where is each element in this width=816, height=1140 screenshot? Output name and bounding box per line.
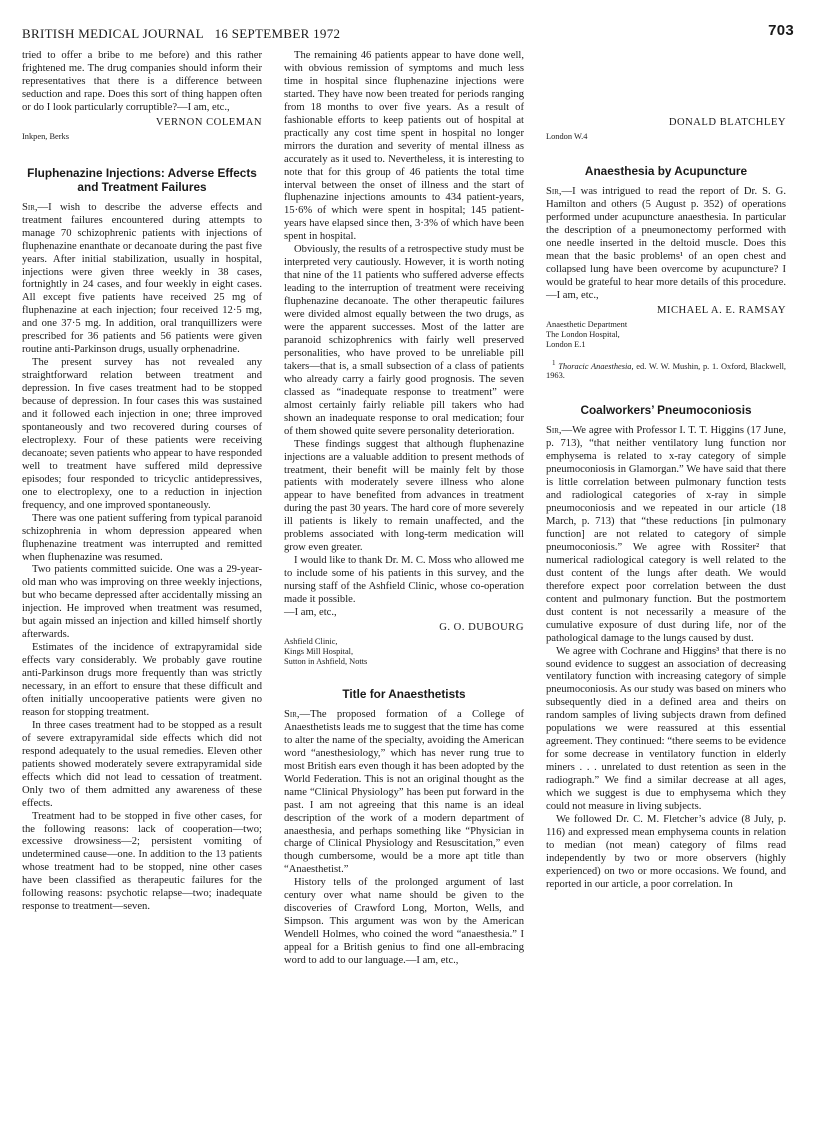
letter-coleman	[22, 50, 262, 142]
paragraph: History tells of the prolonged argument of last century over what name should be given to the discoveries of Crawford Long, Morton, Wells, and Simpson. This argument was won by the American Wendell Holmes, who coined the word “anaesthesia.” I appeal for a British genius to find one all-embracing word to add to our language.—I am, etc.,	[284, 877, 524, 967]
salutation: Sir,	[546, 425, 562, 437]
address-line: Sutton in Ashfield, Notts	[284, 656, 368, 666]
signature: VERNON COLEMAN	[155, 116, 262, 128]
reference-number: 1	[552, 358, 556, 367]
letter-acupuncture	[546, 164, 786, 381]
paragraph-text: —The proposed formation of a College of Anaesthetists leads me to suggest that the time has come to alter the name of the specialty, avoiding the American word “anesthesiology,” which has never rung true to most British ears even though it has been adopted by the World Federation. This is not an original thought as the name “Clinical Physiology” has been put forward in the past. I am not agreeing that this name is an ideal description of the work of a modern department of anaesthesia, and perhaps something like “Physician in charge of Clinical Physiology and Resuscitation,” even though cumbersome, would be a more apt title than “Anaesthetist.”	[284, 708, 524, 876]
paragraph	[22, 202, 262, 357]
address-line: London E.1	[546, 339, 586, 349]
column-3	[546, 115, 786, 892]
address-line: The London Hospital,	[546, 329, 620, 339]
paragraph	[546, 425, 786, 645]
paragraph: tried to offer a bribe to me before) and this rather frightened me. The drug companies should inform their representatives that there is a difference between seduction and rape. Does this sort of thing happen often or do I look particularly corruptible?—I am, etc.,	[22, 50, 262, 113]
paragraph: These findings suggest that although fluphenazine injections are a valuable addition to present methods of treatment, their benefit will be mainly felt by those patients with moderately severe illness who alone appear to have benefited from advances in treatment during the past 30 years. The hard core of more severely ill patients is likely to remain unaffected, and the problems associated with long-term medication will grow even greater.	[284, 438, 524, 554]
address-line: Anaesthetic Department	[546, 319, 628, 329]
paragraph	[284, 709, 524, 877]
paragraph: We followed Dr. C. M. Fletcher’s advice (8 July, p. 116) and expressed mean emphysema counts in relation to median (not mean) category of films read independently by two or more observers (highly experienced) on two or more occasions. We found, and reported in our article, a poor correlation. In	[546, 813, 786, 890]
letter-anaesthetists	[284, 687, 524, 968]
paragraph: Treatment had to be stopped in five other cases, for the following reasons: lack of cooperation—two; excessive drowsiness—2; persistent vomiting of undetermined cause—one. In addition to the 13 patients whose treatment had to be stopped, nine other cases have been classified as therapeutic failures for the following reasons: psychotic relapse—two; inadequate response to treatment—seven.	[22, 810, 262, 913]
address: London W.4	[546, 132, 588, 141]
paragraph-text: —I was intrigued to read the report of Dr. S. G. Hamilton and others (5 August p. 352) of operations performed under acupuncture anaesthesia. In particular the description of a pneumonectomy performed with one needle inserted in the deltoid muscle. Does this mean that the basic problems¹ of an open chest and collapsed lung have been overcome by acupuncture? I would be grateful to hear more details of this procedure.—I am, etc.,	[546, 186, 786, 301]
paragraph	[546, 186, 786, 303]
letter-title: Title for Anaesthetists	[342, 686, 466, 701]
journal-title-date	[22, 26, 340, 42]
letter-title: Anaesthesia by Acupuncture	[584, 164, 748, 178]
paragraph: We agree with Cochrane and Higgins³ that there is no sound evidence to suggest an association of decreasing ventilatory function with increasing category of simple pneumoconiosis. As our study was based on miners who subsequently died in a defined area and theirs on random samples of living subjects drawn from defined populations we were reassured at this essential agreement. They continued: “there seems to be evidence for some decrease in ventilatory function in elderly miners . . . unrelated to dust retention as seen in the radiograph.” We find a similar decrease at all ages, which we suggest is due to emphysema which they could not measure in living subjects.	[546, 645, 786, 813]
letter-title: Coalworkers’ Pneumoconiosis	[580, 403, 752, 418]
reference-title: Thoracic Anaesthesia	[558, 361, 632, 371]
paragraph-text: —We agree with Professor I. T. T. Higgins (17 June, p. 713), “that neither ventilatory lung function nor emphysema is related to x-ray category of simple pneumoconiosis in Glamorgan.” We have said that there is little correlation between pulmonary function tests and radiological categories of x-ray in simple pneumoconiosis and we repeated in our article (18 March, p. 713) that “these reductions [in pulmonary function] are not related to category of simple pneumoconiosis.” We agree with Rossiter² that numerical radiological category is well related to the dust content of the lungs after death. We would therefore expect poor correlation between the dust content and pulmonary function. But the postmortem dust content is not necessarily a measure of the cumulative exposure of dust during life, nor of the pathological damage to the lungs caused by dust.	[546, 425, 786, 644]
letter-title	[22, 166, 262, 194]
address	[284, 637, 524, 667]
paragraph: The remaining 46 patients appear to have done well, with obvious remission of symptoms and much less time in hospital since fluphenazine injections were started. They have now been treated for periods ranging from 18 months to over five years. As a result of fashionable efforts to keep patients out of hospital at practically any cost time spent in hospital no longer mirrors the duration and severity of mental illness as accurately as it used to. Nevertheless, it is interesting to note that for this group of 46 patients the total time interval between the onset of illness and the start of fluphenazine injections amounts to 434 patient-years, 15·6% of which were spent in hospital; 145 patient-years have elapsed since then, 3·3% of which have been spent in hospital.	[284, 50, 524, 243]
column-2	[284, 50, 524, 968]
paragraph: The present survey has not revealed any straightforward relation between treatment and depression. In five cases treatment had to be stopped because of depression. In four cases this was sustained and it followed each injection in one; three improved spontaneously and two recovered during courses of electroplexy. Four of these patients were receiving decanoate; seven patients who appear to have responded well to treatment have suffered mild depressive episodes; four responded to tricyclic antidepressives, one to electroplexy, one to a reduction in injection frequency, and one improved spontaneously.	[22, 357, 262, 511]
address: Inkpen, Berks	[22, 131, 69, 141]
reference-details: , ed. W. W. Mushin, p. 1. Oxford, Blackwell, 1963.	[546, 361, 787, 381]
issue-date: 16 SEPTEMBER 1972	[214, 26, 341, 41]
page-number: 703	[768, 22, 794, 39]
title-line: and Treatment Failures	[77, 179, 207, 194]
signature: DONALD BLATCHLEY	[668, 117, 786, 128]
salutation: Sir,	[284, 708, 300, 720]
title-line: Fluphenazine Injections: Adverse Effects	[27, 165, 257, 180]
paragraph-text: —I wish to describe the adverse effects and treatment failures encountered during attempts to manage 70 schizophrenic patients with injections of fluphenazine enanthate or decanoate during the past five years. After initial stabilization, usually in hospital, injections were given three weekly in 38 cases, fortnightly in 24 cases, and four weekly in eight cases. All except five patients have received 25 mg of fluphenazine at each injection; four received 12·5 mg, and one 37·5 mg. In addition, oral tranquillizers were prescribed for 36 patients and 56 patients were given routine anti-Parkinson drugs, usually orphenadrine.	[22, 201, 262, 356]
letter-pneumoconiosis	[546, 403, 786, 891]
closing: —I am, etc.,	[284, 606, 337, 618]
journal-name: BRITISH MEDICAL JOURNAL	[22, 26, 204, 41]
running-header	[22, 22, 794, 42]
paragraph: Estimates of the incidence of extrapyramidal side effects vary considerably. We probably gave routine anti-Parkinson drugs more frequently than was strictly necessary, in an effort to ensure that these difficult and often initially uncooperative patients were given no reason for stopping treatment.	[22, 642, 262, 718]
signature: MICHAEL A. E. RAMSAY	[657, 304, 786, 316]
column-1	[22, 50, 262, 914]
letter-fluphenazine	[22, 166, 262, 914]
salutation: Sir,	[546, 186, 562, 197]
paragraph: In three cases treatment had to be stopped as a result of severe extrapyramidal side effects which did not respond adequately to the usual remedies. Eleven other patients showed moderately severe extrapyramidal side effects which did not lead to cessation of treatment. Only two of them admitted any awareness of these effects.	[22, 719, 262, 809]
address	[546, 320, 786, 350]
address-line: Kings Mill Hospital,	[284, 646, 354, 656]
address-line: Ashfield Clinic,	[284, 636, 338, 646]
paragraph: I would like to thank Dr. M. C. Moss who allowed me to include some of his patients in this survey, and the nursing staff of the Ashfield Clinic, whose co-operation made it possible.	[284, 555, 524, 606]
salutation: Sir,	[22, 201, 38, 213]
paragraph: Obviously, the results of a retrospective study must be interpreted very cautiously. However, it is worth noting that nine of the 11 patients who suffered adverse effects leading to the interruption of treatment were receiving fluphenazine decanoate. The other therapeutic failures were divided almost equally between the two drugs, as were the apparent successes. Most of the latter are paranoid schizophrenics with fairly well preserved personalities, who have proved to be unreliable pill takers—that is, a small subsection of a class of patients who already carry a fairly good prognosis. The seven classed as “inadequate response to treatment” were almost certainly fairly reliable pill takers who had shown an inadequate response to oral medication; four of them showed quite severe personality deterioration.	[284, 244, 524, 437]
paragraph: Two patients committed suicide. One was a 29-year-old man who was improving on three weekly injections, but who became depressed after accidentally missing an injection. He improved when treatment was resumed, but again missed an injection and killed himself shortly afterwards.	[22, 564, 262, 641]
paragraph: There was one patient suffering from typical paranoid schizophrenia in whom depression appeared when fluphenazine treatment was interrupted and remitted when fluphenazine was resumed.	[22, 512, 262, 563]
reference	[546, 358, 786, 382]
signature: G. O. DUBOURG	[439, 621, 524, 633]
